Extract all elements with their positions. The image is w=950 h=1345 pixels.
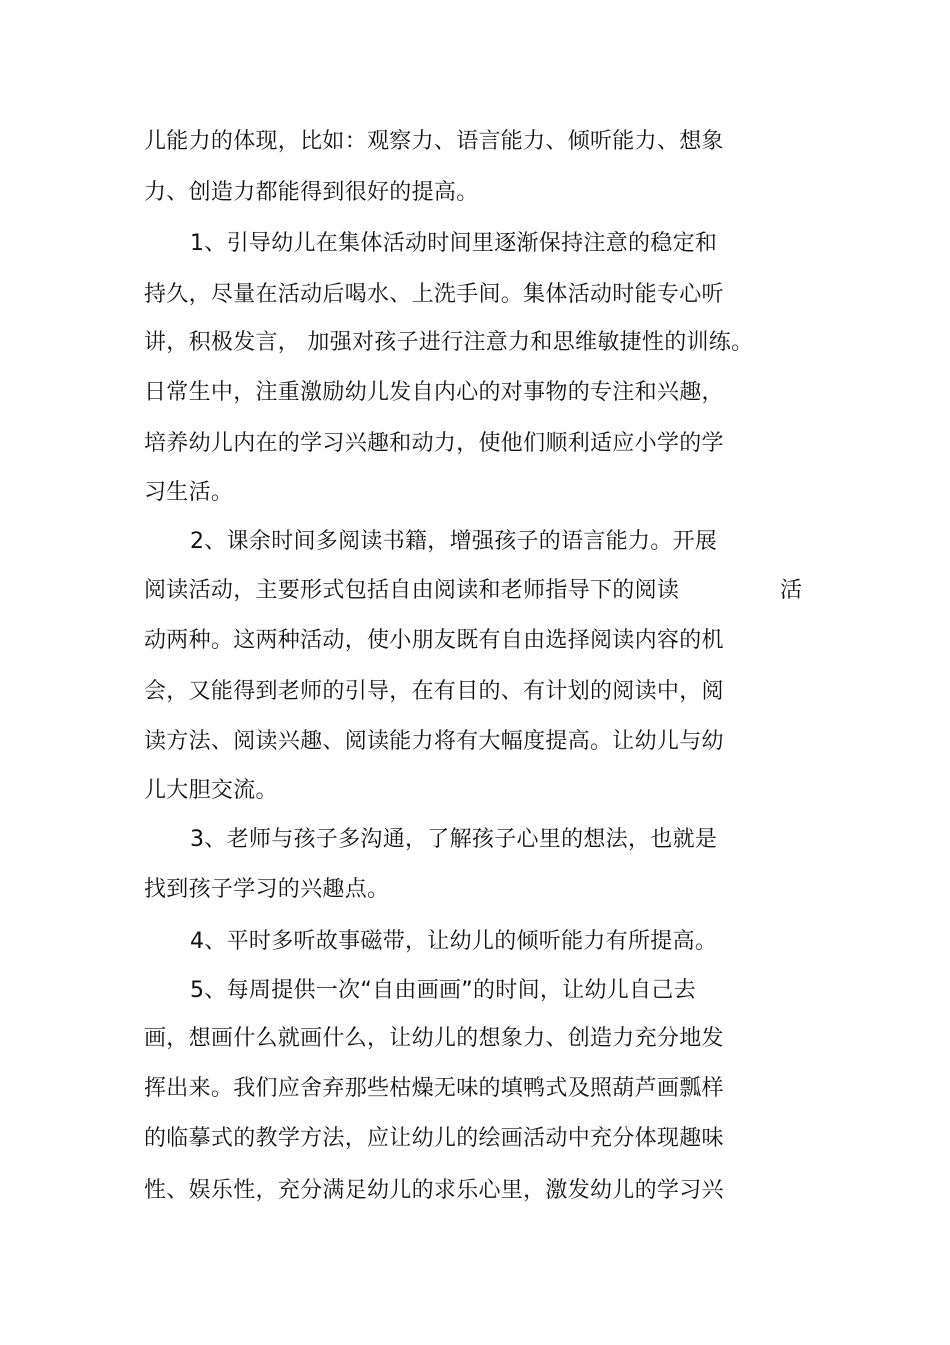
text-line: 性、娱乐性，充分满足幼儿的求乐心里，激发幼儿的学习兴	[144, 1178, 724, 1203]
text-line: 讲，积极发言， 加强对孩子进行注意力和思维敏捷性的训练。	[144, 330, 754, 355]
text-line: 5、每周提供一次“自由画画”的时间，让幼儿自己去	[190, 978, 696, 1003]
text-line: 读方法、阅读兴趣、阅读能力将有大幅度提高。让幼儿与幼	[144, 729, 724, 754]
text-line: 儿大胆交流。	[144, 778, 278, 803]
text-line: 培养幼儿内在的学习兴趣和动力，使他们顺利适应小学的学	[144, 431, 724, 456]
text-line: 日常生中，注重激励幼儿发自内心的对事物的专注和兴趣，	[144, 380, 724, 405]
text-line: 阅读活动，主要形式包括自由阅读和老师指导下的阅读	[144, 578, 680, 603]
text-line: 挥出来。我们应舍弃那些枯燥无味的填鸭式及照葫芦画瓢样	[144, 1076, 724, 1101]
text-line: 习生活。	[144, 480, 234, 505]
text-line: 动两种。这两种活动，使小朋友既有自由选择阅读内容的机	[144, 628, 724, 653]
text-line: 持久，尽量在活动后喝水、上洗手间。集体活动时能专心听	[144, 282, 724, 307]
text-line: 1、引导幼儿在集体活动时间里逐渐保持注意的稳定和	[190, 231, 718, 256]
text-line: 找到孩子学习的兴趣点。	[144, 877, 390, 902]
text-line: 会，又能得到老师的引导，在有目的、有计划的阅读中，阅	[144, 679, 724, 704]
text-line: 的临摹式的教学方法，应让幼儿的绘画活动中充分体现趣味	[144, 1126, 724, 1151]
text-line-fragment: 活	[780, 578, 803, 603]
text-line: 3、老师与孩子多沟通，了解孩子心里的想法，也就是	[190, 827, 718, 852]
text-line: 2、课余时间多阅读书籍，增强孩子的语言能力。开展	[190, 529, 718, 554]
text-line: 画，想画什么就画什么，让幼儿的想象力、创造力充分地发	[144, 1026, 724, 1051]
text-line: 儿能力的体现，比如：观察力、语言能力、倾听能力、想象	[144, 129, 724, 154]
text-line: 力、创造力都能得到很好的提高。	[144, 180, 479, 205]
text-line: 4、平时多听故事磁带，让幼儿的倾听能力有所提高。	[190, 929, 718, 954]
